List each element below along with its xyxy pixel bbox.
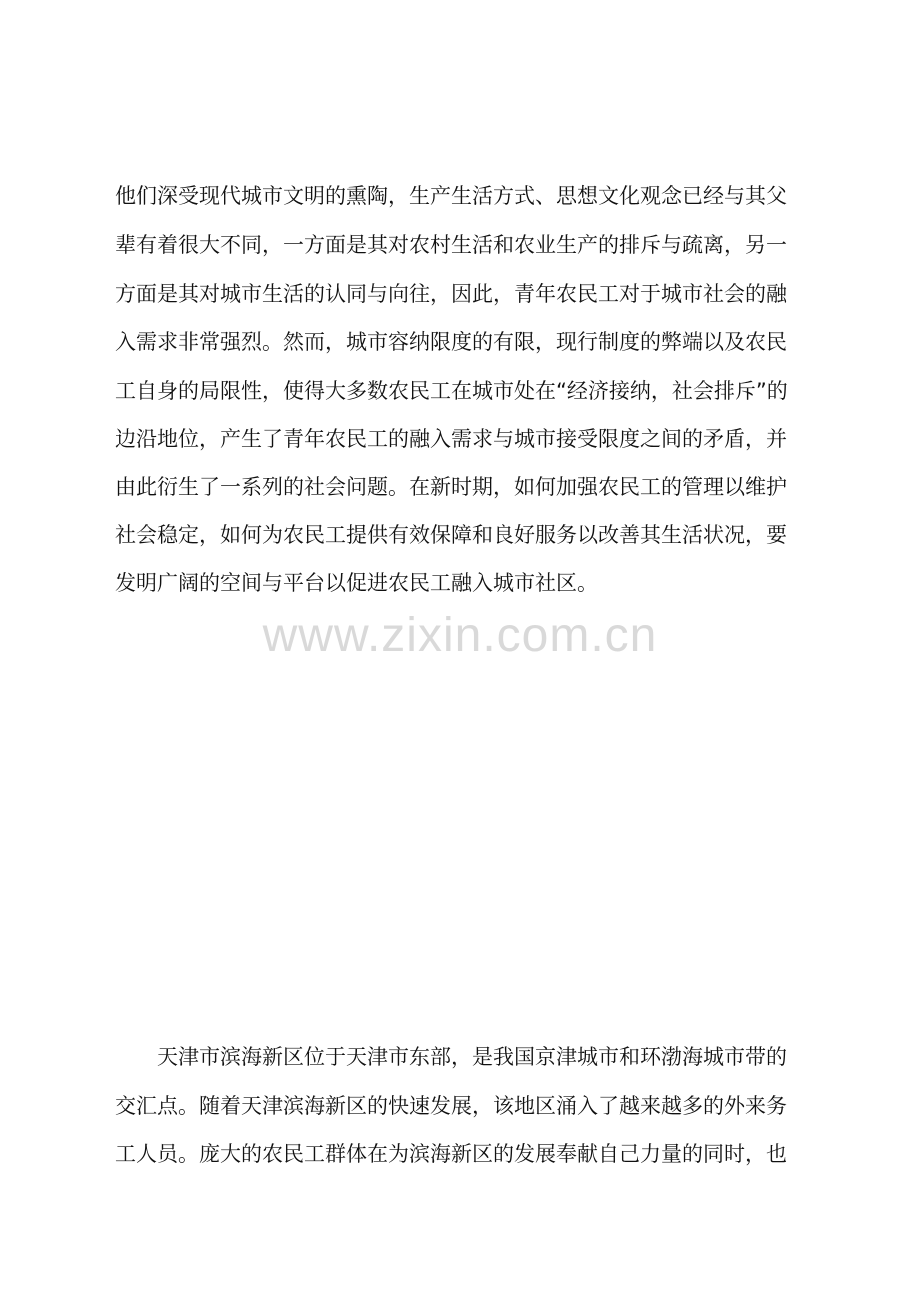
paragraph-line: 辈有着很大不同，一方面是其对农村生活和农业生产的排斥与疏离，另一 bbox=[115, 233, 787, 257]
paragraph-line: 方面是其对城市生活的认同与向往，因此，青年农民工对于城市社会的融 bbox=[115, 282, 787, 306]
watermark: www.zixin.com.cn bbox=[262, 609, 658, 662]
paragraph-line: 由此衍生了一系列的社会问题。在新时期，如何加强农民工的管理以维护 bbox=[115, 475, 787, 499]
paragraph-line: 入需求非常强烈。然而，城市容纳限度的有限，现行制度的弊端以及农民 bbox=[115, 330, 787, 354]
paragraph-line: 工人员。庞大的农民工群体在为滨海新区的发展奉献自己力量的同时，也 bbox=[115, 1142, 787, 1166]
paragraph-line: 天津市滨海新区位于天津市东部，是我国京津城市和环渤海城市带的 bbox=[157, 1045, 787, 1069]
paragraph-line: 工自身的局限性，使得大多数农民工在城市处在“经济接纳，社会排斥”的 bbox=[115, 379, 788, 403]
paragraph-line: 交汇点。随着天津滨海新区的快速发展，该地区涌入了越来越多的外来务 bbox=[115, 1094, 787, 1118]
paragraph-line: 发明广阔的空间与平台以促进农民工融入城市社区。 bbox=[115, 571, 598, 595]
paragraph-line: 他们深受现代城市文明的熏陶，生产生活方式、思想文化观念已经与其父 bbox=[115, 184, 787, 208]
paragraph-line: 社会稳定，如何为农民工提供有效保障和良好服务以改善其生活状况，要 bbox=[115, 523, 787, 547]
paragraph-line: 边沿地位，产生了青年农民工的融入需求与城市接受限度之间的矛盾，并 bbox=[115, 427, 787, 451]
